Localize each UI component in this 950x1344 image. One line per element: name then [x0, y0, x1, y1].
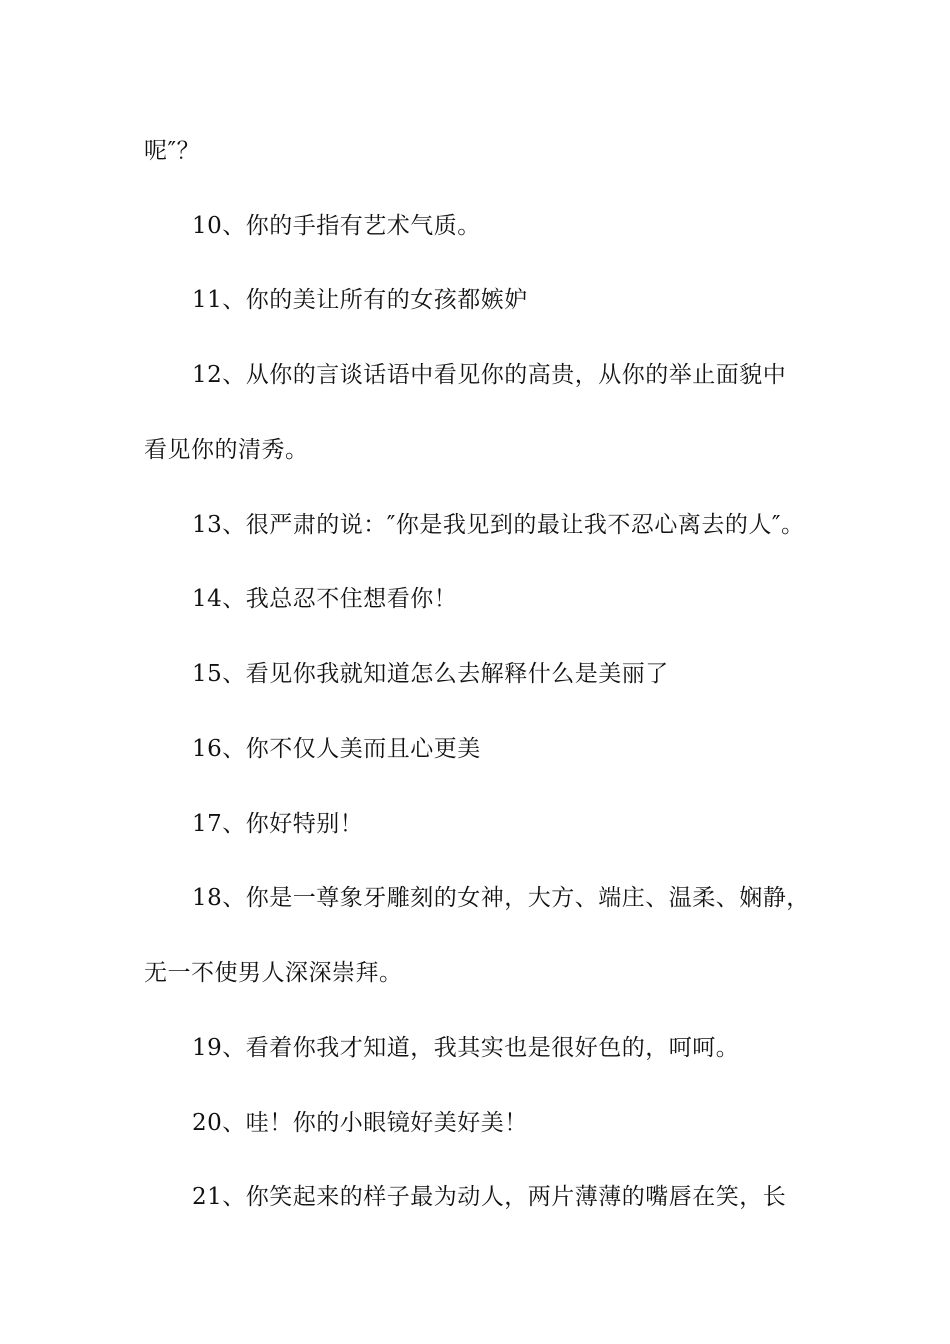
text-line: 17、你好特别！ — [192, 811, 364, 837]
text-line: 13、很严肃的说：″你是我见到的最让我不忍心离去的人″。 — [192, 512, 805, 538]
text-line: 呢″？ — [144, 138, 201, 164]
text-line: 18、你是一尊象牙雕刻的女神，大方、端庄、温柔、娴静， — [192, 885, 810, 911]
text-line: 16、你不仅人美而且心更美 — [192, 736, 481, 762]
text-line: 10、你的手指有艺术气质。 — [192, 213, 481, 239]
text-line: 14、我总忍不住想看你！ — [192, 586, 458, 612]
text-line: 15、看见你我就知道怎么去解释什么是美丽了 — [192, 661, 669, 687]
text-line: 21、你笑起来的样子最为动人，两片薄薄的嘴唇在笑，长 — [192, 1184, 787, 1210]
text-line: 12、从你的言谈话语中看见你的高贵，从你的举止面貌中 — [192, 362, 787, 388]
text-line: 19、看着你我才知道，我其实也是很好色的，呵呵。 — [192, 1035, 740, 1061]
text-line: 看见你的清秀。 — [144, 437, 309, 463]
text-line: 无一不使男人深深崇拜。 — [144, 960, 403, 986]
text-line: 20、哇！你的小眼镜好美好美！ — [192, 1110, 528, 1136]
text-line: 11、你的美让所有的女孩都嫉妒 — [192, 287, 528, 313]
